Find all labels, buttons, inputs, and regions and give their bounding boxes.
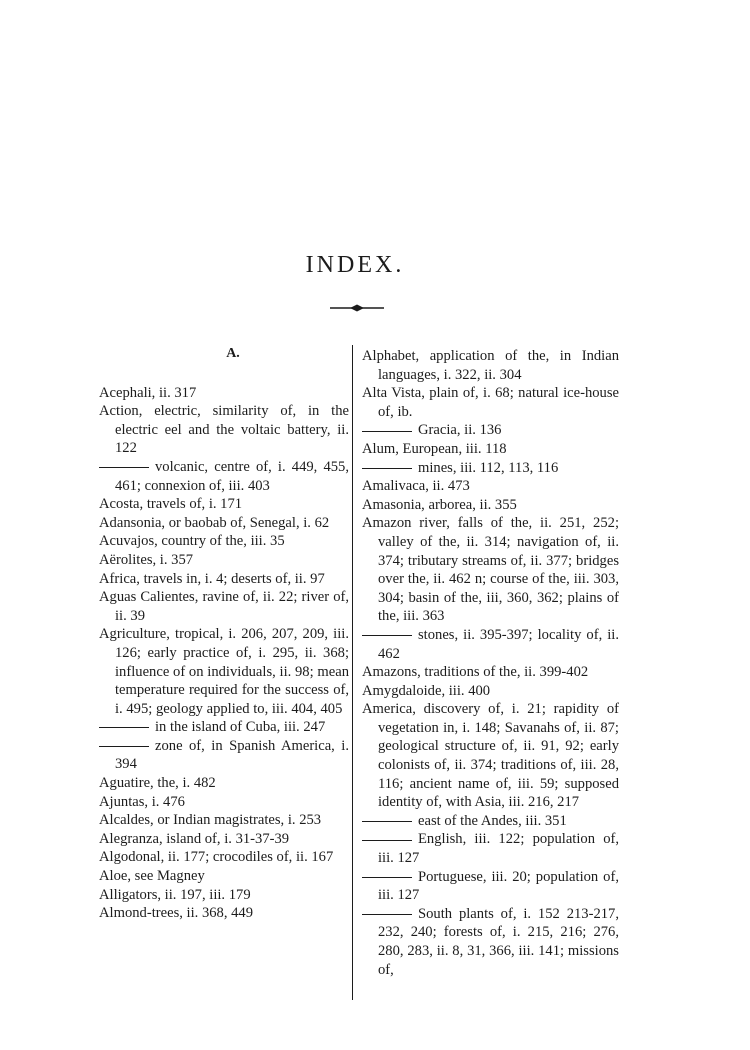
index-entry	[362, 830, 619, 867]
ditto-dash	[362, 468, 412, 469]
index-entry-text: east of the Andes, iii. 351	[418, 812, 567, 829]
index-entry-text: Almond-trees, ii. 368, 449	[99, 905, 254, 922]
ditto-dash	[362, 635, 412, 636]
index-entry	[362, 663, 619, 682]
index-entry	[99, 904, 349, 923]
index-entry-text: Alphabet, application of the, in Indian languages, i. 322, ii. 304	[362, 348, 619, 383]
index-entry-text: in the island of Cuba, iii. 247	[155, 719, 326, 736]
index-entry-text: Acosta, travels of, i. 171	[99, 496, 243, 513]
page-title: INDEX.	[305, 252, 405, 278]
index-entry-text: Algodonal, ii. 177; crocodiles of, ii. 167	[99, 849, 334, 866]
index-entry-text: Agriculture, tropical, i. 206, 207, 209, iii. 126; early practice of, i. 295, ii. 368; influence of on individuals, ii. 98; mean temperature required for the success of, i. 495; geology applied to, iii. 404, 405	[99, 626, 349, 717]
index-entry	[362, 905, 619, 979]
index-entry	[99, 830, 349, 849]
index-entry-text: Alligators, ii. 197, iii. 179	[99, 886, 251, 903]
index-entry-text: Gracia, ii. 136	[418, 422, 502, 439]
index-entry-text: Amazon river, falls of the, ii. 251, 252; valley of the, ii. 314; navigation of, ii. 374; tributary streams of, ii. 377; bridges over the, ii. 462 n; course of the, iii. 303, 304; basin of the, iii, 360, 362; plains of the, iii. 363	[362, 515, 619, 625]
index-entry	[99, 551, 349, 570]
index-entry-text: Alegranza, island of, i. 31-37-39	[99, 830, 290, 847]
index-entry-text: Aguatire, the, i. 482	[99, 775, 216, 792]
index-entry	[99, 588, 349, 625]
index-entry-text: South plants of, i. 152 213-217, 232, 240; forests of, i. 215, 216; 276, 280, 283, ii. 8, 31, 366, iii. 141; missions of,	[378, 905, 619, 978]
index-entry	[99, 793, 349, 812]
ditto-dash	[362, 431, 412, 432]
index-entry	[362, 440, 619, 459]
index-column-left	[99, 345, 349, 923]
ditto-dash	[99, 746, 149, 747]
index-entry-text: Acuvajos, country of the, iii. 35	[99, 533, 285, 550]
index-entry	[362, 812, 619, 831]
index-entry-text: Acephali, ii. 317	[99, 384, 197, 401]
index-entry	[99, 514, 349, 533]
index-entry	[99, 625, 349, 718]
index-entry	[99, 458, 349, 495]
index-entry-text: Ajuntas, i. 476	[99, 793, 185, 810]
index-column-right	[362, 347, 619, 979]
index-entry	[99, 495, 349, 514]
ditto-dash	[362, 914, 412, 915]
index-entry-text: Portuguese, iii. 20; population of, iii. 127	[378, 868, 619, 904]
index-entry-text: Amalivaca, ii. 473	[362, 478, 470, 495]
index-entry	[99, 737, 349, 774]
column-divider	[352, 345, 353, 1000]
index-entry	[99, 402, 349, 458]
index-entry-text: Alta Vista, plain of, i. 68; natural ice-house of, ib.	[362, 385, 619, 420]
index-entry	[362, 477, 619, 496]
index-entry	[99, 867, 349, 886]
ditto-dash	[362, 821, 412, 822]
index-entry-text: Amasonia, arborea, ii. 355	[362, 496, 517, 513]
ditto-dash	[99, 467, 149, 468]
index-entry-text: Africa, travels in, i. 4; deserts of, ii. 97	[99, 570, 325, 587]
index-entry	[362, 626, 619, 663]
index-entry	[99, 774, 349, 793]
index-entry-text: Alum, European, iii. 118	[362, 440, 507, 457]
index-entry	[362, 459, 619, 478]
index-entry	[99, 811, 349, 830]
index-entry	[362, 700, 619, 812]
index-entry	[362, 421, 619, 440]
index-entry-text: English, iii. 122; population of, iii. 127	[378, 831, 619, 867]
right-entry-list	[362, 347, 619, 979]
index-entry-text: Alcaldes, or Indian magistrates, i. 253	[99, 812, 322, 829]
index-entry-text: Amygdaloide, iii. 400	[362, 682, 491, 699]
ditto-dash	[362, 877, 412, 878]
ditto-dash	[99, 727, 149, 728]
index-entry	[362, 868, 619, 905]
index-entry-text: mines, iii. 112, 113, 116	[418, 459, 559, 476]
index-entry	[99, 570, 349, 589]
index-entry	[362, 514, 619, 626]
index-entry-text: Action, electric, similarity of, in the electric eel and the voltaic battery, ii. 122	[99, 403, 349, 457]
title-ornament	[330, 303, 384, 313]
index-entry	[99, 848, 349, 867]
index-entry-text: Adansonia, or baobab of, Senegal, i. 62	[99, 514, 330, 531]
index-entry	[99, 532, 349, 551]
ditto-dash	[362, 840, 412, 841]
index-entry-text: zone of, in Spanish America, i. 394	[115, 737, 349, 773]
index-entry-text: Aloe, see Magney	[99, 868, 205, 885]
index-entry	[362, 384, 619, 421]
index-entry	[99, 886, 349, 905]
index-entry-text: America, discovery of, i. 21; rapidity of vegetation in, i. 148; Savanahs of, ii. 87; geological structure of, ii. 91, 92; early colonists of, ii. 374; traditions of, iii. 28, 116; ancient name of, iii. 59; supposed identity of, with Asia, iii. 216, 217	[362, 701, 619, 811]
index-entry	[99, 384, 349, 403]
left-entry-list	[99, 384, 349, 923]
index-entry-text: volcanic, centre of, i. 449, 455, 461; connexion of, iii. 403	[115, 458, 349, 494]
index-entry-text: Aguas Calientes, ravine of, ii. 22; river of, ii. 39	[99, 589, 349, 624]
section-letter: A.	[226, 346, 240, 361]
index-entry	[362, 682, 619, 701]
index-entry	[362, 347, 619, 384]
index-entry-text: stones, ii. 395-397; locality of, ii. 462	[378, 626, 619, 662]
index-entry-text: Amazons, traditions of the, ii. 399-402	[362, 664, 589, 681]
index-entry-text: Aërolites, i. 357	[99, 551, 194, 568]
index-entry	[362, 496, 619, 515]
index-entry	[99, 718, 349, 737]
